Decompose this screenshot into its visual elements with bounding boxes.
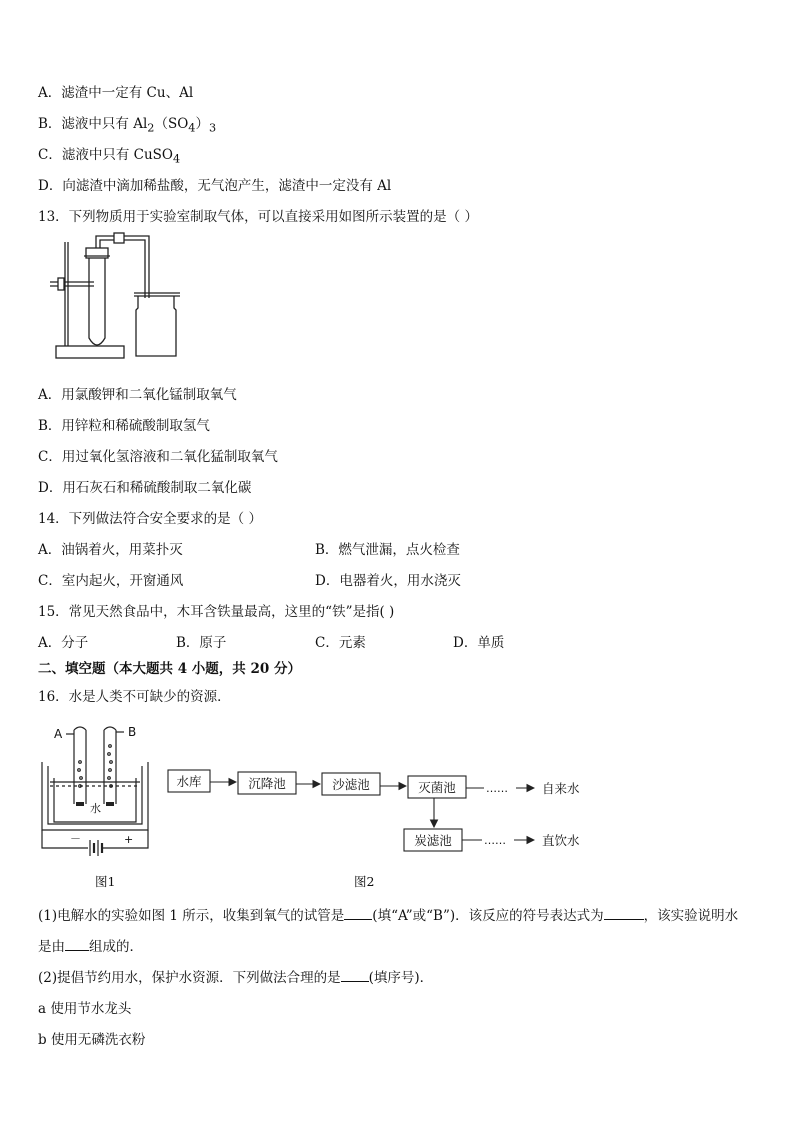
q16-part1-text: 是由 xyxy=(38,939,65,955)
answer-blank[interactable] xyxy=(341,968,369,982)
q15-option-d: D．单质 xyxy=(453,635,505,651)
answer-blank[interactable] xyxy=(65,937,89,951)
q12-option-c-text: C．滤液中只有 CuSO xyxy=(38,147,173,163)
q12-option-b-text: ） xyxy=(195,116,209,132)
subscript: 4 xyxy=(188,121,196,135)
flow-dots: …… xyxy=(486,782,508,795)
q13-option-c: C．用过氧化氢溶液和二氧化猛制取氧气 xyxy=(38,449,278,465)
q16-part2-text: (2)提倡节约用水，保护水资源．下列做法合理的是 xyxy=(38,970,341,986)
q12-option-c xyxy=(38,146,180,169)
q13-stem: 13．下列物质用于实验室制取气体，可以直接采用如图所示装置的是（ ） xyxy=(38,209,478,225)
fig1-plus-sign: + xyxy=(124,833,134,846)
q14-option-a: A．油锅着火，用菜扑灭 xyxy=(38,542,183,558)
q16-part1-text: (填“A”或“B”)．该反应的符号表达式为 xyxy=(372,908,604,924)
flow-box-label: 沙滤池 xyxy=(332,777,370,792)
q16-item-a: a 使用节水龙头 xyxy=(38,1001,132,1017)
answer-blank[interactable] xyxy=(344,906,372,920)
fig1-label-a: A xyxy=(54,727,63,741)
q12-option-d: D．向滤渣中滴加稀盐酸，无气泡产生，滤渣中一定没有 Al xyxy=(38,178,392,194)
fig1-water-label: 水 xyxy=(90,802,101,815)
q13-option-a: A．用氯酸钾和二氧化锰制取氧气 xyxy=(38,387,237,403)
q16-part2 xyxy=(38,968,433,987)
subscript: 2 xyxy=(147,121,155,135)
flow-box-label: 炭滤池 xyxy=(414,833,452,848)
q15-stem: 15．常见天然食品中，木耳含铁量最高，这里的“铁”是指( ) xyxy=(38,604,395,620)
q13-option-d: D．用石灰石和稀硫酸制取二氧化碳 xyxy=(38,480,252,496)
q16-item-b: b 使用无磷洗衣粉 xyxy=(38,1032,146,1048)
subscript: 3 xyxy=(208,121,217,135)
q12-option-b xyxy=(38,115,216,138)
q16-part1-text: ，该实验说明水 xyxy=(643,908,739,924)
answer-blank[interactable] xyxy=(604,906,644,920)
q14-option-d: D．电器着火，用水浇灭 xyxy=(315,573,461,589)
fig1-label-b: B xyxy=(128,725,137,739)
q15-option-a: A．分子 xyxy=(38,635,89,651)
fig1-caption: 图1 xyxy=(95,874,116,889)
q14-option-b: B．燃气泄漏，点火检查 xyxy=(315,542,460,558)
q14-stem: 14．下列做法符合安全要求的是（ ） xyxy=(38,511,262,527)
flow-box-label: 沉降池 xyxy=(248,776,286,791)
flow-output-drinking-water: 直饮水 xyxy=(542,833,580,848)
electrolysis-figure xyxy=(36,722,156,864)
q15-option-b: B．原子 xyxy=(176,635,227,651)
flow-output-tap-water: 自来水 xyxy=(542,781,580,796)
section-heading: 二、填空题（本大题共 4 小题，共 20 分） xyxy=(38,661,301,677)
q15-option-c: C．元素 xyxy=(315,635,366,651)
q16-stem: 16．水是人类不可缺少的资源． xyxy=(38,689,231,705)
q16-part2-text: (填序号)． xyxy=(368,970,434,986)
q14-option-c: C．室内起火，开窗通风 xyxy=(38,573,184,589)
fig2-caption: 图2 xyxy=(354,874,375,889)
flow-box-label: 灭菌池 xyxy=(418,780,456,795)
subscript: 4 xyxy=(172,152,181,166)
q12-option-b-text: （SO xyxy=(154,116,189,132)
flow-dots: …… xyxy=(484,834,506,847)
fig1-minus-sign: － xyxy=(70,832,81,845)
q13-option-b: B．用锌粒和稀硫酸制取氢气 xyxy=(38,418,210,434)
q16-part1-text: (1)电解水的实验如图 1 所示，收集到氧气的试管是 xyxy=(38,908,345,924)
q16-part1-line1 xyxy=(38,906,738,925)
flow-box-label: 水库 xyxy=(176,774,202,789)
gas-apparatus-figure xyxy=(44,226,194,362)
q16-part1-line2 xyxy=(38,937,143,956)
q12-option-b-text: B．滤液中只有 Al xyxy=(38,116,148,132)
q12-option-a: A．滤渣中一定有 Cu、Al xyxy=(38,85,194,101)
water-treatment-flow-figure xyxy=(160,764,600,864)
q16-part1-text: 组成的． xyxy=(89,939,143,955)
